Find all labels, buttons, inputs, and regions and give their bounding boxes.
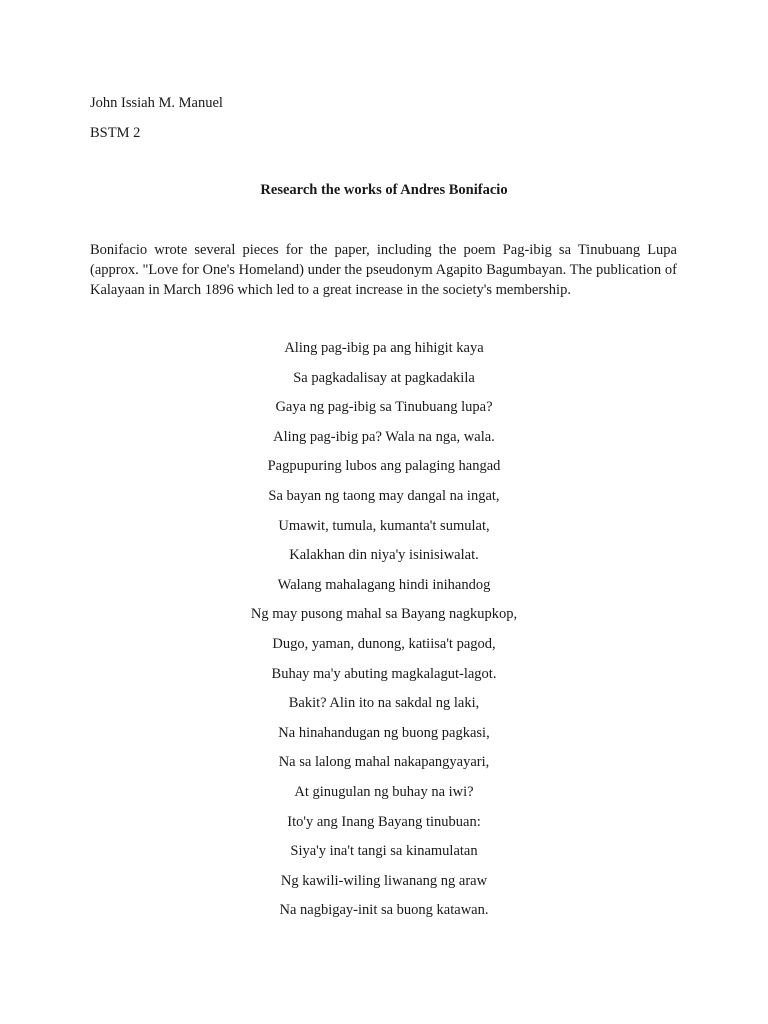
poem-line: Sa pagkadalisay at pagkadakila (293, 369, 475, 386)
poem-line: Aling pag-ibig pa ang hihigit kaya (284, 340, 484, 356)
intro-paragraph: Bonifacio wrote several pieces for the paper, including the poem Pag-ibig sa Tinubuang Lupa (approx. "Love for One's Homeland) under the pseudonym Agapito Bagumbayan. The publication of Kalayaan in March 1896 which led to a great increase in the society's membership. (90, 242, 677, 298)
poem-line: Buhay ma'y abuting magkalagut-lagot. (271, 665, 497, 682)
poem-line: Na hinahandugan ng buong pagkasi, (278, 724, 490, 741)
poem-line: Walang mahalagang hindi inihandog (277, 576, 491, 593)
poem-line: Na sa lalong mahal nakapangyayari, (278, 754, 490, 771)
poem-line: Siya'y ina't tangi sa kinamulatan (290, 843, 478, 860)
poem-line: Na nagbigay-init sa buong katawan. (279, 902, 489, 919)
document-title: Research the works of Andres Bonifacio (260, 182, 508, 198)
poem-line: Pagpupuring lubos ang palaging hangad (267, 458, 501, 475)
poem-line: Sa bayan ng taong may dangal na ingat, (268, 487, 500, 504)
poem-line: Ito'y ang Inang Bayang tinubuan: (287, 813, 481, 830)
poem-line: Ng may pusong mahal sa Bayang nagkupkop, (250, 606, 518, 623)
poem-line: Gaya ng pag-ibig sa Tinubuang lupa? (275, 399, 493, 416)
poem-line: Bakit? Alin ito na sakdal ng laki, (288, 695, 480, 712)
poem-line: Kalakhan din niya'y isinisiwalat. (289, 547, 479, 564)
poem-stanza (0, 339, 768, 931)
poem-line: Aling pag-ibig pa? Wala na nga, wala. (273, 428, 495, 445)
poem-line: Umawit, tumula, kumanta't sumulat, (278, 517, 490, 534)
poem-line: Ng kawili-wiling liwanang ng araw (280, 872, 488, 889)
author-class: BSTM 2 (90, 125, 141, 141)
poem-line: Dugo, yaman, dunong, katiisa't pagod, (272, 635, 496, 652)
author-name: John Issiah M. Manuel (90, 95, 223, 111)
poem-line: At ginugulan ng buhay na iwi? (294, 783, 474, 800)
